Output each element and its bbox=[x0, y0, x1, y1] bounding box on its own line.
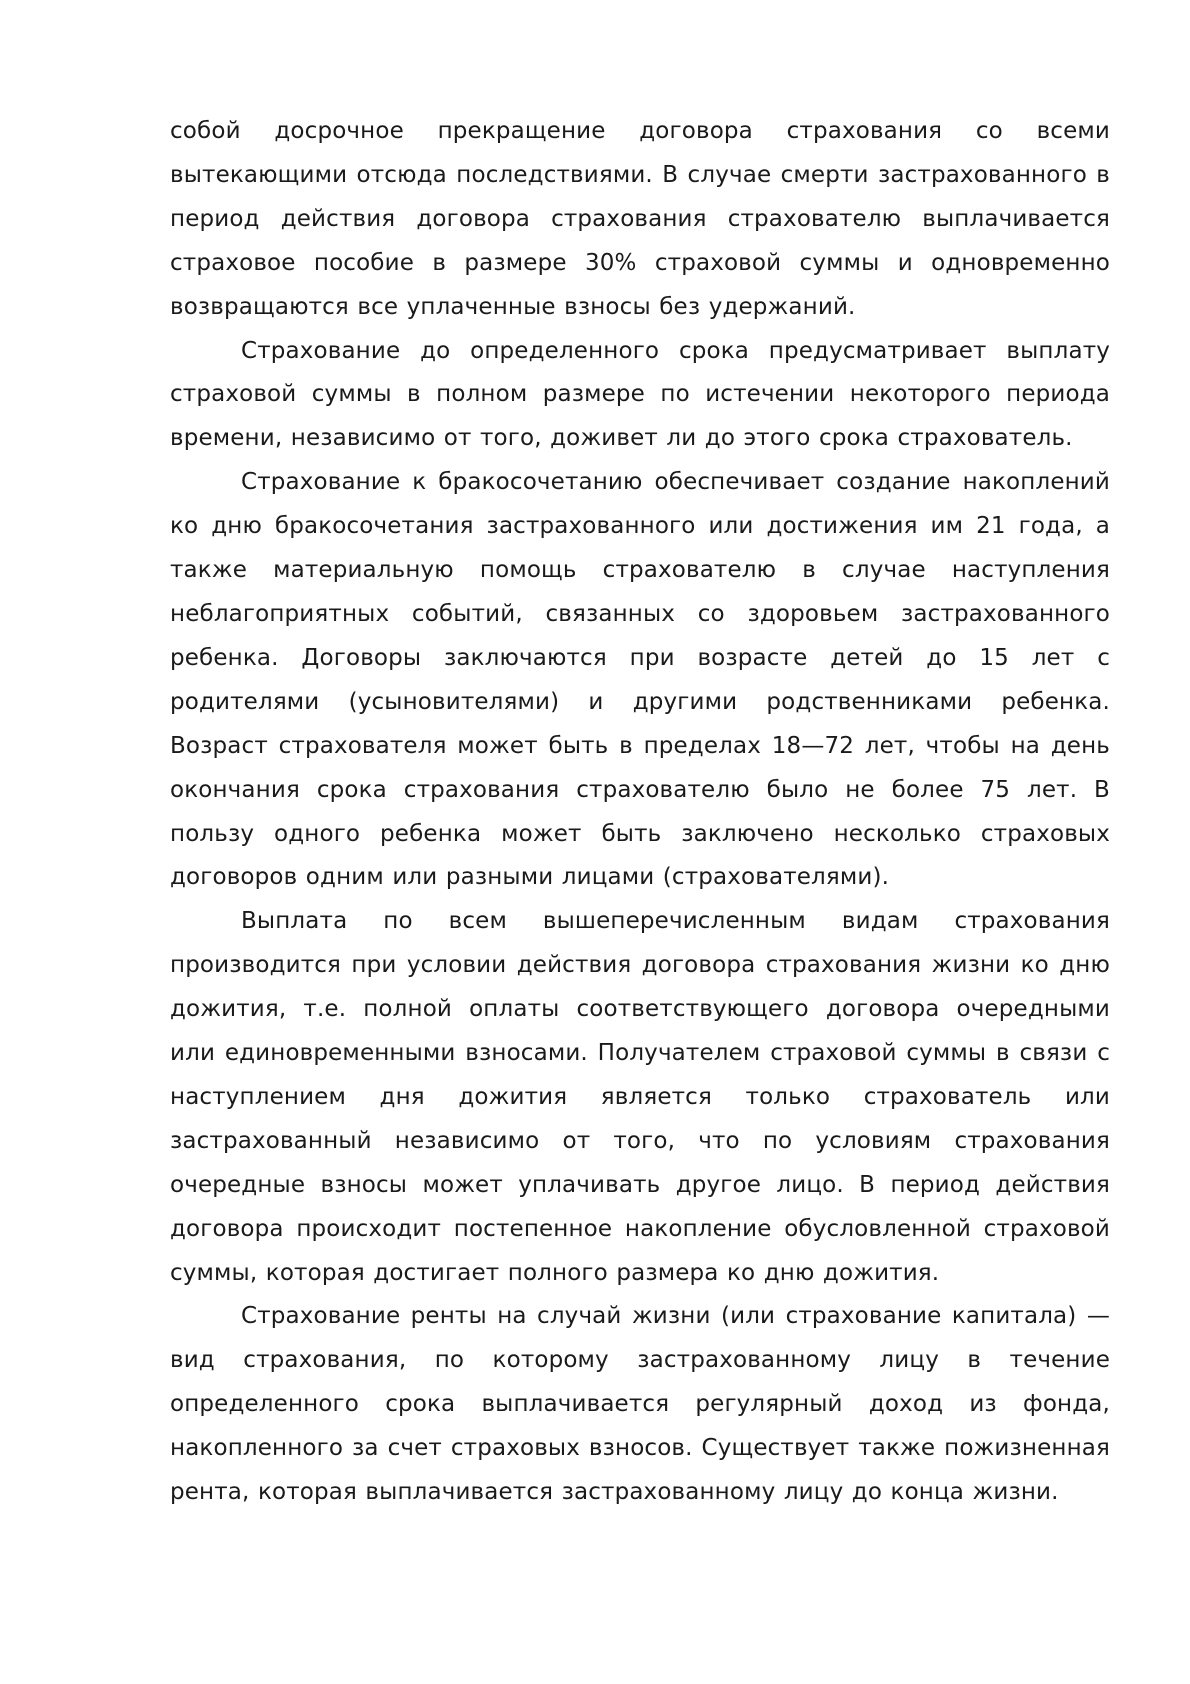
paragraph-3: Страхование к бракосочетанию обеспечивает создание накоплений ко дню бракосочетания застрахованного или достижения им 21 года, а также материальную помощь страхователю в случае наступления неблагоприятных событий, связанных со здоровьем застрахованного ребенка. Договоры заключаются при возрасте детей до 15 лет с родителями (усыновителями) и другими родственниками ребенка. Возраст страхователя может быть в пределах 18—72 лет, чтобы на день окончания срока страхования страхователю было не более 75 лет. В пользу одного ребенка может быть заключено несколько страховых договоров одним или разными лицами (страхователями). bbox=[170, 469, 1110, 891]
paragraph-1: собой досрочное прекращение договора страхования со всеми вытекающими отсюда последствиями. В случае смерти застрахованного в период действия договора страхования страхователю выплачивается страховое пособие в размере 30% страховой суммы и одновременно возвращаются все уплаченные взносы без удержаний. bbox=[170, 118, 1110, 320]
document-page bbox=[170, 110, 1110, 1515]
paragraph-4: Выплата по всем вышеперечисленным видам страхования производится при условии действия договора страхования жизни ко дню дожития, т.е. полной оплаты соответствующего договора очередными или единовременными взносами. Получателем страховой суммы в связи с наступлением дня дожития является только страхователь или застрахованный независимо от того, что по условиям страхования очередные взносы может уплачивать другое лицо. В период действия договора происходит постепенное накопление обусловленной страховой суммы, которая достигает полного размера ко дню дожития. bbox=[170, 908, 1110, 1286]
paragraph-2: Страхование до определенного срока предусматривает выплату страховой суммы в полном размере по истечении некоторого периода времени, независимо от того, доживет ли до этого срока страхователь. bbox=[170, 337, 1110, 452]
paragraph-5: Страхование ренты на случай жизни (или страхование капитала) — вид страхования, по которому застрахованному лицу в течение определенного срока выплачивается регулярный доход из фонда, накопленного за счет страховых взносов. Существует также пожизненная рента, которая выплачивается застрахованному лицу до конца жизни. bbox=[170, 1303, 1110, 1506]
